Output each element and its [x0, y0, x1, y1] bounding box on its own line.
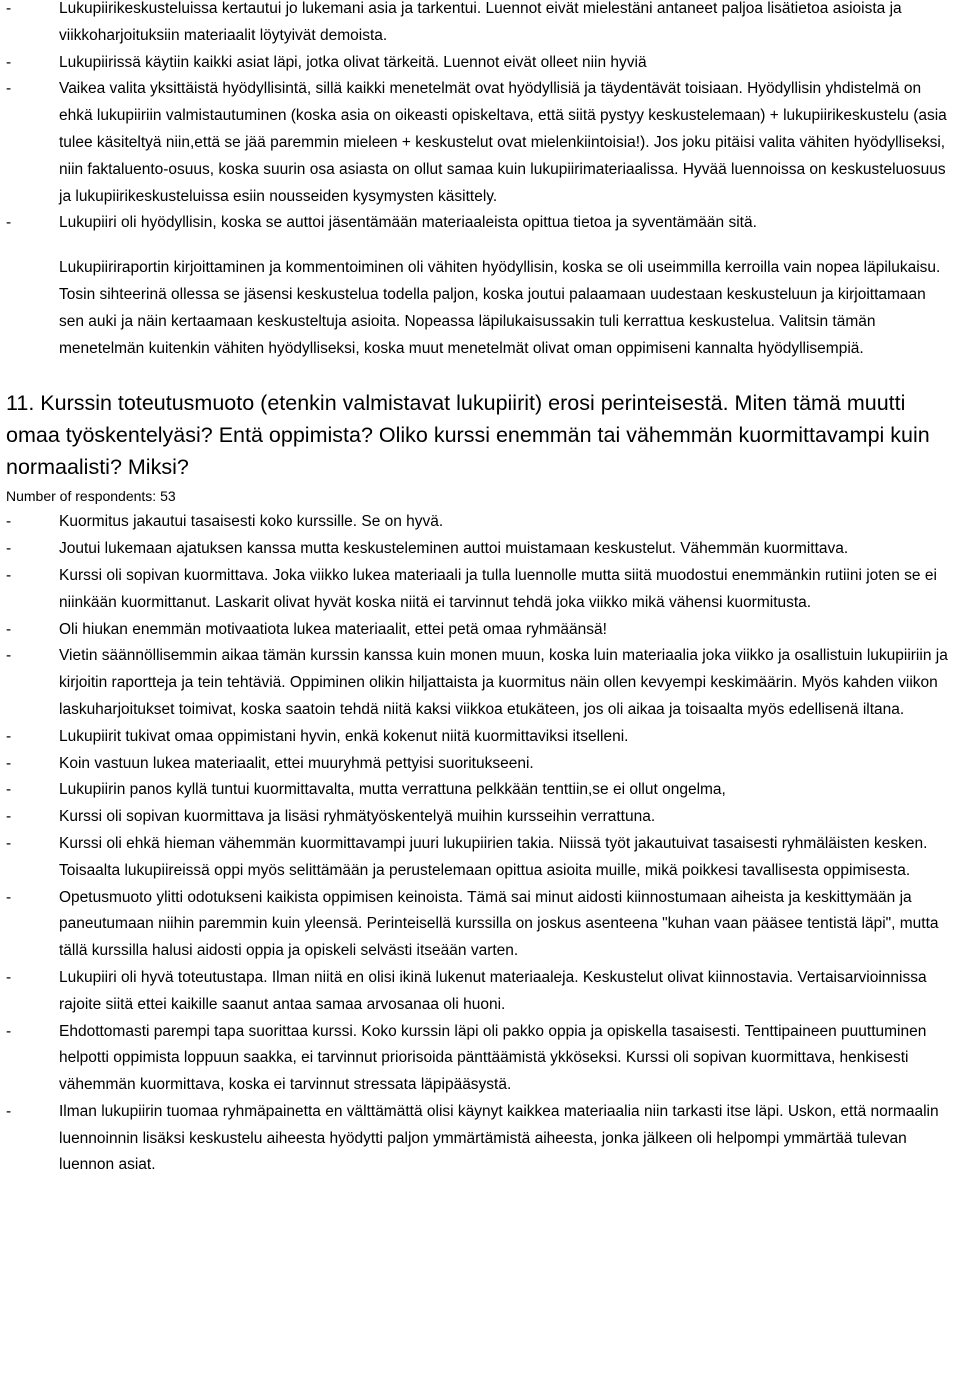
list-item: - Kurssi oli ehkä hieman vähemmän kuormittavampi juuri lukupiirien takia. Niissä työt jakautuivat tasaisesti ryhmäläisten kesken. Toisaalta lukupiireissä oppi myös selittämään ja perustelemaan opittua asioita muille, mikä poikkesi tavallisesta oppimisesta. — [6, 834, 928, 879]
respondent-count: Number of respondents: 53 — [6, 488, 176, 505]
list-item: - Kurssi oli sopivan kuormittava. Joka viikko lukea materiaali ja tulla luennolle mutta siitä muodostui enemmänkin rutiini joten se ei niinkään kuormittanut. Laskarit olivat hyvät koska niitä ei tarvinnut tehdä joka viikko mikä vähensi kuormitusta. — [6, 566, 937, 611]
answer-paragraph: Lukupiiriraportin kirjoittaminen ja kommentoiminen oli vähiten hyödyllisin, koska se oli useimmilla kerroilla vain nopea läpilukaisu. Tosin sihteerinä ollessa se jäsensi keskustelua todella paljon, koska joutui palaamaan uudestaan keskusteluun ja kirjoittamaan sen auki ja näin kertaamaan keskusteltuja asioita. Nopeassa läpilukaisussakin tuli kerrattua keskustelua. Valitsin tämän menetelmän kuitenkin vähiten hyödylliseksi, koska muut menetelmät olivat oman oppimiseni kannalta hyödyllisempiä. — [59, 259, 941, 357]
list-item: - Lukupiirin panos kyllä tuntui kuormittavalta, mutta verrattuna pelkkään tenttiin,se ei ollut ongelma, — [6, 781, 726, 799]
list-item: - Ilman lukupiirin tuomaa ryhmäpainetta en välttämättä olisi käynyt kaikkea materiaalia niin tarkasti itse läpi. Uskon, että normaalin luennoinnin lisäksi keskustelu aiheesta hyödytti paljon ymmärtämistä aiheesta, jonka jälkeen oli helpompi ymmärtää tulevan luennon asiat. — [6, 1102, 939, 1174]
list-item: - Lukupiirissä käytiin kaikki asiat läpi, jotka olivat tärkeitä. Luennot eivät olleet niin hyviä — [6, 53, 647, 71]
list-item: - Kurssi oli sopivan kuormittava ja lisäsi ryhmätyöskentelyä muihin kursseihin verrattuna. — [6, 808, 656, 826]
list-item: - Lukupiiri oli hyödyllisin, koska se auttoi jäsentämään materiaaleista opittua tietoa ja syventämään sitä. — [6, 214, 757, 232]
list-item: - Joutui lukemaan ajatuksen kanssa mutta keskusteleminen auttoi muistamaan keskustelut. Vähemmän kuormittava. — [6, 540, 849, 558]
top-answer-list — [6, 0, 954, 237]
list-item: - Opetusmuoto ylitti odotukseni kaikista oppimisen keinoista. Tämä sai minut aidosti kiinnostumaan aiheista ja keskittymään ja paneutumaan niihin paremmin kuin yleensä. Perinteisellä kurssilla on joskus asenteena "kuhan vaan pääsee tentistä läpi", mutta tällä kurssilla halusi aidosti oppia ja opiskeli selvästi itseään varten. — [6, 888, 939, 960]
list-item: - Koin vastuun lukea materiaalit, ettei muuryhmä pettyisi suoritukseeni. — [6, 754, 534, 772]
list-item: - Ehdottomasti parempi tapa suorittaa kurssi. Koko kurssin läpi oli pakko oppia ja opiskella tasaisesti. Tenttipaineen puuttuminen helpotti oppimista loppuun saakka, ei tarvinnut priorisoida pänttäämistä ykköseksi. Kurssi oli sopivan kuormittava, henkisesti vähemmän kuormittava, koska ei tarvinnut stressata läpipääsystä. — [6, 1022, 927, 1094]
list-item: - Vietin säännöllisemmin aikaa tämän kurssin kanssa kuin monen muun, koska luin materiaalia joka viikko ja osallistuin lukupiiriin ja kirjoitin raportteja ja tein tehtäviä. Oppiminen olikin hiljattaista ja kuormitus näin ollen kevyempi keskimäärin. Myös kahden viikon laskuharjoitukset toimivat, koska saatoin tehdä niitä kaksi viikkoa etukäteen, jos oli aikaa ja toisaalta myös edellisenä iltana. — [6, 647, 948, 718]
answer-list — [6, 509, 954, 1179]
list-item: - Vaikea valita yksittäistä hyödyllisintä, sillä kaikki menetelmät ovat hyödyllisiä ja täydentävät toisiaan. Hyödyllisin yhdistelmä on ehkä lukupiiriin valmistautuminen (koska asia on oikeasti opiskeltava, että siitä pystyy keskustelemaan) + lukupiirikeskustelu (asia tulee käsiteltyä niin,että se jää paremmin mieleen + keskustelut ovat mielenkiintoisia!). Jos joku pitäisi valita vähiten hyödylliseksi, niin faktaluento-osuus, koska suurin osa asiasta on ollut samaa kuin lukupiirimateriaalissa. Hyvää luennoissa on keskusteluosuus ja lukupiirikeskusteluissa esiin nousseiden kysymysten käsittely. — [6, 80, 947, 205]
list-item: - Lukupiiri oli hyvä toteutustapa. Ilman niitä en olisi ikinä lukenut materiaaleja. Keskustelut olivat kiinnostavia. Vertaisarvioinnissa rajoite siitä ettei kaikille saanut antaa samaa arvosanaa oli huoni. — [6, 968, 927, 1013]
list-item: - Lukupiirit tukivat omaa oppimistani hyvin, enkä kokenut niitä kuormittaviksi itselleni. — [6, 727, 629, 745]
list-item: - Lukupiirikeskusteluissa kertautui jo lukemani asia ja tarkentui. Luennot eivät mielestäni antaneet paljoa lisätietoa asioista ja viikkoharjoituksiin materiaalit löytyivät demoista. — [6, 0, 902, 44]
list-item: - Kuormitus jakautui tasaisesti koko kurssille. Se on hyvä. — [6, 513, 444, 531]
question-title: 11. Kurssin toteutusmuoto (etenkin valmistavat lukupiirit) erosi perinteisestä. Miten tämä muutti omaa työskentelyäsi? Entä oppimista? Oliko kurssi enemmän tai vähemmän kuormittavampi kuin normaalisti? Miksi? — [6, 391, 930, 480]
list-item: - Oli hiukan enemmän motivaatiota lukea materiaalit, ettei petä omaa ryhmäänsä! — [6, 620, 607, 638]
